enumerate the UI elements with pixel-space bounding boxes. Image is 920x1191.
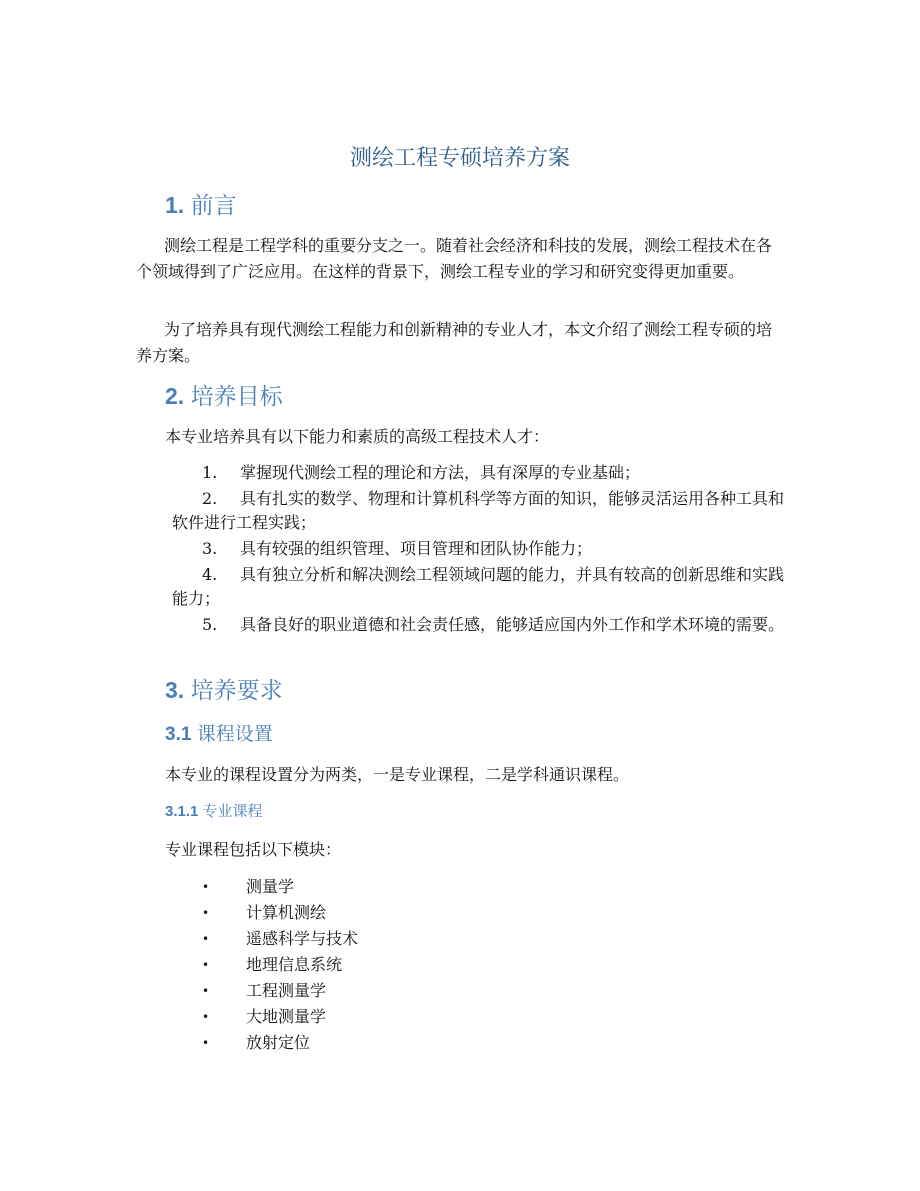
section-3-1-1-title: 专业课程 [202,803,263,820]
modules-list [198,874,598,1056]
list-item-index: 4. [202,565,218,584]
document-title: 测绘工程专硕培养方案 [349,146,570,171]
section-1-paragraph-1: 测绘工程是工程学科的重要分支之一。随着社会经济和科技的发展，测绘工程技术在各个领域得到了广泛应用。在这样的背景下，测绘工程专业的学习和研究变得更加重要。 [136,236,773,281]
section-3-1-text: 本专业的课程设置分为两类，一是专业课程，二是学科通识课程。 [165,765,630,784]
list-item [198,952,598,978]
list-item [198,1030,598,1056]
bullet-icon: • [202,880,210,894]
bullet-icon: • [202,1036,210,1050]
list-item-text: 地理信息系统 [246,955,343,974]
bullet-icon: • [202,958,210,972]
list-item [172,613,787,637]
list-item [198,1004,598,1030]
section-1-paragraph-2: 为了培养具有现代测绘工程能力和创新精神的专业人才，本文介绍了测绘工程专硕的培养方案。 [136,320,773,365]
list-item-text: 具有较强的组织管理、项目管理和团队协作能力； [240,539,593,558]
list-item-text: 掌握现代测绘工程的理论和方法，具有深厚的专业基础； [240,463,641,482]
list-item-text: 具有独立分析和解决测绘工程领域问题的能力，并具有较高的创新思维和实践能力； [172,565,785,608]
list-item-text: 放射定位 [246,1033,311,1052]
section-3-number: 3. [165,677,185,703]
bullet-icon: • [202,932,210,946]
list-item-text: 计算机测绘 [246,903,327,922]
section-3-1-1-number: 3.1.1 [165,803,199,820]
section-3-1-title: 课程设置 [196,724,273,745]
section-3-heading [165,675,283,705]
list-item-index: 1. [202,463,218,482]
list-item-index: 3. [202,539,218,558]
list-item [172,537,787,561]
goals-list [172,461,787,639]
bullet-icon: • [202,1010,210,1024]
section-1-heading [165,190,237,220]
section-3-1-heading [165,722,273,748]
list-item [198,978,598,1004]
bullet-icon: • [202,906,210,920]
list-item-text: 工程测量学 [246,981,327,1000]
list-item [198,874,598,900]
list-item [172,563,787,611]
section-3-1-1-heading [165,801,263,823]
list-item-index: 2. [202,489,218,508]
list-item [172,487,787,535]
list-item [172,461,787,485]
section-2-intro: 本专业培养具有以下能力和素质的高级工程技术人才： [165,427,550,446]
section-1-number: 1. [165,192,185,218]
section-2-number: 2. [165,383,185,409]
section-2-title: 培养目标 [190,383,283,409]
section-1-title: 前言 [190,192,237,218]
list-item-text: 大地测量学 [246,1007,327,1026]
section-3-1-1-intro: 专业课程包括以下模块： [165,840,342,859]
list-item [198,900,598,926]
section-3-1-number: 3.1 [165,724,192,745]
list-item-text: 具备良好的职业道德和社会责任感，能够适应国内外工作和学术环境的需要。 [240,615,785,634]
list-item [198,926,598,952]
list-item-index: 5. [202,615,218,634]
list-item-text: 具有扎实的数学、物理和计算机科学等方面的知识，能够灵活运用各种工具和软件进行工程实践； [172,489,785,532]
list-item-text: 测量学 [246,877,295,896]
section-2-heading [165,381,283,411]
bullet-icon: • [202,984,210,998]
list-item-text: 遥感科学与技术 [246,929,359,948]
section-3-title: 培养要求 [190,677,283,703]
